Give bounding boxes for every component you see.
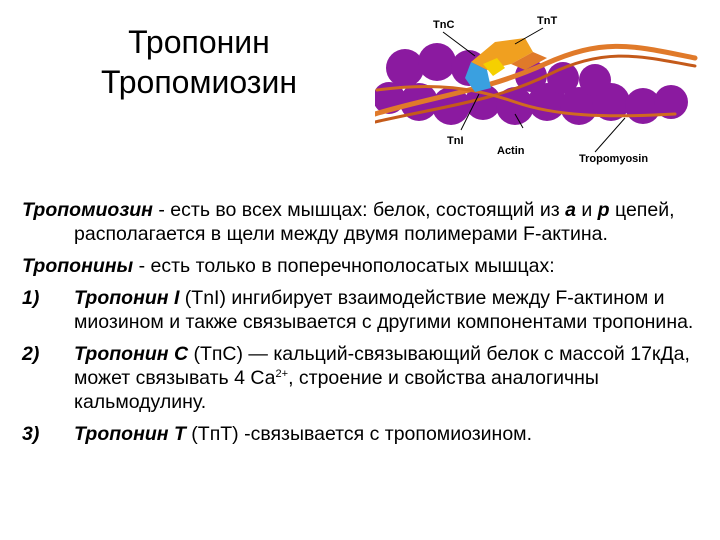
tropomyosin-term: Тропомиозин bbox=[22, 199, 153, 221]
troponins-term: Тропонины bbox=[22, 255, 134, 277]
troponin-c-text-1: (TпС) — кальций-связывающий белок с массой 17кДа, может связывать 4 Са bbox=[74, 343, 690, 389]
troponin-i-text: (TnI) ингибирует взаимодействие между F-актином и миозином и также связывается с другими компонентами тропонина. bbox=[74, 287, 694, 333]
and-conjunction: и bbox=[575, 199, 598, 221]
tropomyosin-paragraph bbox=[22, 198, 702, 246]
troponins-text: - есть только в поперечнополосатых мышцах: bbox=[133, 255, 555, 277]
alpha-chain: a bbox=[565, 199, 576, 221]
troponin-c-term: Тропонин С bbox=[74, 343, 189, 365]
list-number: 1) bbox=[22, 287, 40, 309]
label-tropomyosin: Tropomyosin bbox=[579, 153, 649, 165]
tropomyosin-text-1: - есть во всех мышцах: белок, состоящий из bbox=[152, 199, 566, 221]
label-tnc: TnC bbox=[433, 19, 455, 31]
troponin-tropomyosin-diagram bbox=[375, 6, 720, 174]
list-number: 2) bbox=[22, 343, 40, 365]
tropomyosin-text-2: цепей, располагается в щели между двумя полимерами F-актина. bbox=[74, 199, 675, 245]
title-line-tropomyosin: Тропомиозин bbox=[101, 64, 297, 100]
beta-chain: p bbox=[597, 199, 610, 221]
troponins-paragraph bbox=[22, 254, 702, 278]
troponin-t-term: Тропонин Т bbox=[74, 423, 186, 445]
label-tnt: TnT bbox=[537, 15, 558, 27]
list-item-troponin-i bbox=[22, 286, 702, 334]
troponin-c-text-2: , строение и свойства аналогичны кальмодулину. bbox=[74, 367, 599, 413]
list-item-troponin-t bbox=[22, 422, 702, 446]
troponin-t-text: (TпТ) -связывается с тропомиозином. bbox=[185, 423, 532, 445]
troponin-i-term: Тропонин I bbox=[74, 287, 180, 309]
calcium-charge: 2+ bbox=[275, 368, 289, 380]
label-actin: Actin bbox=[497, 145, 525, 157]
slide-title bbox=[64, 22, 334, 102]
label-tni: TnI bbox=[447, 135, 464, 147]
slide-body bbox=[22, 198, 702, 454]
list-item-troponin-c bbox=[22, 342, 702, 414]
title-line-troponin: Тропонин bbox=[128, 24, 270, 60]
list-number: 3) bbox=[22, 423, 40, 445]
